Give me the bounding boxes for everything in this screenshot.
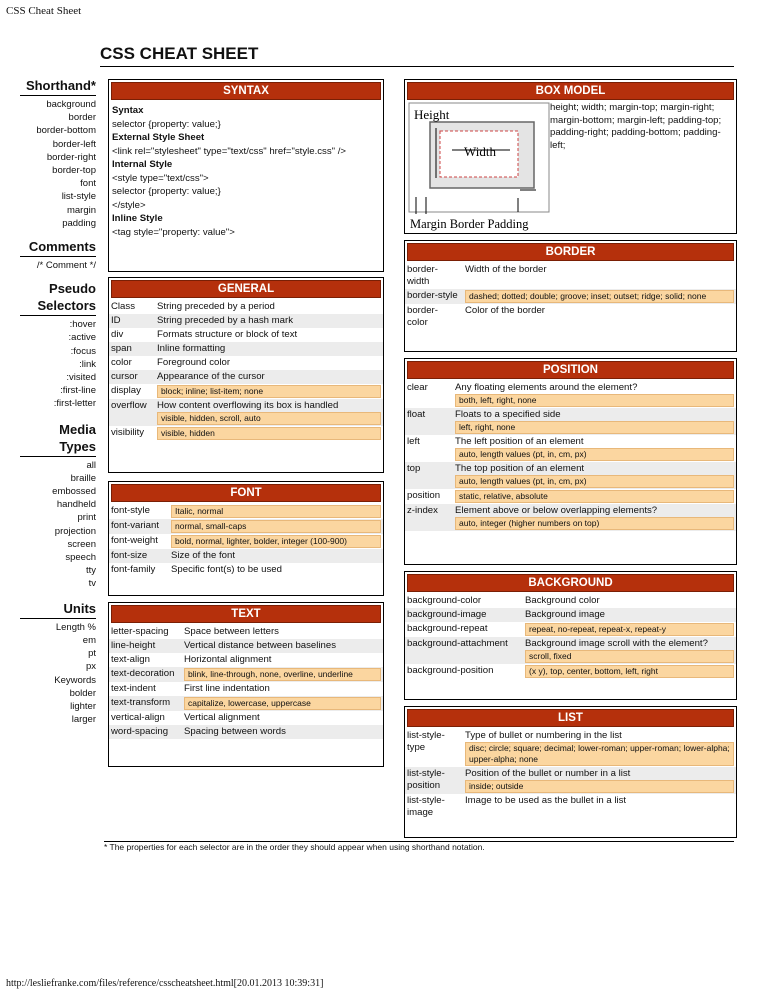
table-row [405,622,736,637]
row-key: list-style- position [407,768,445,791]
sidebar-item: :first-letter [53,398,96,410]
table-row [109,625,383,639]
sidebar-item: pt [88,648,96,660]
values-pill: both, left, right, none [455,394,734,407]
title-rule [100,66,734,67]
table-row [109,504,383,519]
sidebar-item: :focus [70,345,96,357]
row-key: top [407,463,421,474]
table-row [109,384,383,399]
row-key: font-variant [111,520,159,531]
row-key: text-decoration [111,668,175,679]
sidebar-item: background [46,99,96,110]
syntax-heading: Inline Style [112,213,163,224]
box-model-diagram [408,102,550,232]
table-row [109,399,383,426]
row-key: background-color [407,595,482,606]
text-header: TEXT [111,605,381,623]
footnote: * The properties for each selector are in the order they should appear when using shorthand notation. [104,842,485,852]
row-description: Width of the border [465,264,547,275]
table-row [109,519,383,534]
row-description: Spacing between words [184,726,286,737]
values-pill: dashed; dotted; double; groove; inset; outset; ridge; solid; none [465,290,734,303]
syntax-line: selector {property: value;} [112,186,221,197]
values-pill: bold, normal, lighter, bolder, integer (100-900) [171,535,381,548]
pseudo-selectors-list [20,318,96,410]
position-header: POSITION [407,361,734,379]
values-pill: visible, hidden, scroll, auto [157,412,381,425]
row-description: Floats to a specified side [455,409,561,420]
row-key: ID [111,315,121,326]
row-value [184,697,381,710]
row-key: vertical-align [111,712,165,723]
general-rows [109,300,383,441]
table-row [405,263,736,289]
general-header: GENERAL [111,280,381,298]
font-rows [109,504,383,577]
row-value [157,385,381,398]
text-box [108,602,384,767]
row-value [465,795,734,807]
values-pill: block; inline; list-item; none [157,385,381,398]
sidebar-item: border-top [52,165,96,177]
sidebar-item: bolder [69,687,96,699]
syntax-heading: External Style Sheet [112,132,205,143]
row-value [525,623,734,636]
table-row [109,328,383,342]
values-pill: scroll, fixed [525,650,734,663]
row-key: float [407,409,426,420]
shorthand-heading: Shorthand* [20,78,96,96]
sidebar-item: Keywords [54,674,96,686]
row-description: Background image [525,609,605,620]
general-box [108,277,384,473]
comments-list [20,259,96,272]
syntax-heading: Internal Style [112,159,173,170]
row-value [184,654,381,666]
row-key: z-index [407,505,438,516]
media-types-heading: Media Types [20,421,96,457]
comments-heading: Comments [20,239,96,257]
sidebar-item: :hover [69,319,96,331]
syntax-body [109,102,383,241]
row-description: Horizontal alignment [184,654,272,665]
syntax-line: selector {property: value;} [112,118,221,130]
row-key: list-style- type [407,730,445,753]
row-description: Inline formatting [157,343,226,354]
table-row [405,381,736,408]
row-description: The left position of an element [455,436,584,447]
table-row [109,639,383,653]
sidebar-item: larger [71,714,96,726]
row-value [525,595,734,607]
row-value [465,768,734,793]
syntax-header: SYNTAX [111,82,381,100]
row-value [184,726,381,738]
units-list [20,621,96,727]
table-row [405,729,736,767]
border-rows [405,263,736,330]
row-key: text-transform [111,697,171,708]
row-key: font-size [111,550,148,561]
sidebar-item: font [80,178,96,190]
table-row [109,549,383,563]
sidebar-item: handheld [56,499,96,511]
background-header: BACKGROUND [407,574,734,592]
row-description: The top position of an element [455,463,585,474]
values-pill: normal, small-caps [171,520,381,533]
row-value [171,564,381,576]
sidebar-item: :visited [66,372,96,384]
sidebar-item: lighter [70,700,96,712]
table-row [109,563,383,577]
table-row [109,426,383,441]
sidebar-item: list-style [61,191,96,203]
values-pill: repeat, no-repeat, repeat-x, repeat-y [525,623,734,636]
sidebar-item: border-right [46,151,96,163]
sidebar-item: all [86,459,96,471]
table-row [109,314,383,328]
values-pill: inside; outside [465,780,734,793]
sidebar-item: projection [54,525,96,537]
syntax-line: <link rel="stylesheet" type="text/css" href="style.css" /> [112,145,346,157]
row-value [184,626,381,638]
values-pill: Italic, normal [171,505,381,518]
position-rows [405,381,736,531]
row-key: cursor [111,371,138,382]
box-model-header: BOX MODEL [407,82,734,100]
row-key: div [111,329,124,340]
row-value [157,400,381,425]
table-row [405,304,736,330]
table-row [109,370,383,384]
row-key: text-indent [111,683,156,694]
row-value [455,409,734,434]
row-value [157,343,381,355]
table-row [109,342,383,356]
row-value [465,730,734,766]
row-key: text-align [111,654,150,665]
table-row [109,356,383,370]
values-pill: blink, line-through, none, overline, underline [184,668,381,681]
browser-title: CSS Cheat Sheet [6,5,82,17]
row-description: Formats structure or block of text [157,329,298,340]
table-row [109,696,383,711]
sidebar-item: /* Comment */ [36,260,96,272]
margin-border-padding-label: Margin Border Padding [410,217,529,231]
sidebar-item: border-bottom [36,125,96,137]
sidebar-item: tv [88,578,96,590]
row-key: visibility [111,427,145,438]
row-description: Position of the bullet or number in a list [465,768,631,779]
width-label: Width [464,144,496,159]
page-title: CSS CHEAT SHEET [100,44,259,63]
row-description: Foreground color [157,357,231,368]
list-rows [405,729,736,820]
sidebar-item: :active [68,332,96,344]
position-box [404,358,737,565]
table-row [405,637,736,664]
row-key: Class [111,301,135,312]
row-key: span [111,343,132,354]
row-value [455,505,734,530]
table-row [405,435,736,462]
syntax-heading: Syntax [112,105,144,116]
row-value [525,638,734,663]
box-model-box [404,79,737,234]
table-row [405,767,736,794]
syntax-line: <tag style="property: value"> [112,226,235,238]
footer-url: http://lesliefranke.com/files/reference/csscheatsheet.html[20.01.2013 10:39:31] [6,978,324,989]
row-key: list-style- image [407,795,445,818]
media-types-list [20,459,96,591]
row-key: overflow [111,400,147,411]
syntax-box [108,79,384,272]
values-pill: auto, length values (pt, in, cm, px) [455,475,734,488]
row-key: display [111,385,141,396]
border-header: BORDER [407,243,734,261]
row-key: font-style [111,505,150,516]
row-key: background-image [407,609,487,620]
box-model-description: height; width; margin-top; margin-right; margin-bottom; margin-left; padding-top; padding-right; padding-bottom; padding-left; [550,102,722,151]
row-key: word-spacing [111,726,169,737]
values-pill: disc; circle; square; decimal; lower-roman; upper-roman; lower-alpha; upper-alpha; none [465,742,734,766]
table-row [109,653,383,667]
row-description: Background color [525,595,600,606]
row-key: border- color [407,305,438,328]
table-row [405,489,736,504]
table-row [109,725,383,739]
values-pill: visible, hidden [157,427,381,440]
values-pill: auto, length values (pt, in, cm, px) [455,448,734,461]
row-description: Vertical alignment [184,712,260,723]
table-row [109,682,383,696]
values-pill: auto, integer (higher numbers on top) [455,517,734,530]
row-description: String preceded by a period [157,301,275,312]
syntax-line: <style type="text/css"> [112,172,209,184]
row-key: letter-spacing [111,626,169,637]
text-rows [109,625,383,739]
sidebar-item: tty [85,565,96,577]
values-pill: static, relative, absolute [455,490,734,503]
row-key: background-repeat [407,623,488,634]
row-value [157,301,381,313]
row-key: border-style [407,290,458,301]
row-value [157,357,381,369]
row-description: Space between letters [184,626,279,637]
table-row [405,504,736,531]
row-value [465,290,734,303]
row-value [157,371,381,383]
row-value [157,315,381,327]
sidebar-item: :link [79,358,96,370]
sidebar-item: print [77,512,96,524]
row-value [455,382,734,407]
row-value [465,305,734,317]
row-key: line-height [111,640,156,651]
row-key: font-weight [111,535,158,546]
row-key: color [111,357,132,368]
row-description: Vertical distance between baselines [184,640,336,651]
table-row [405,664,736,679]
row-value [455,463,734,488]
sidebar-item: border-left [52,138,96,150]
font-header: FONT [111,484,381,502]
row-description: Any floating elements around the element? [455,382,638,393]
table-row [405,289,736,304]
sidebar-item: padding [62,217,96,229]
sidebar-item: speech [65,552,96,564]
row-description: How content overflowing its box is handled [157,400,339,411]
row-value [171,520,381,533]
sidebar-item: embossed [52,486,96,498]
font-box [108,481,384,596]
row-description: Size of the font [171,550,235,561]
table-row [405,462,736,489]
row-value [525,609,734,621]
table-row [405,594,736,608]
sidebar-item: braille [70,472,96,484]
row-key: left [407,436,420,447]
row-value [465,264,734,276]
list-box [404,706,737,838]
sidebar-item: screen [67,538,96,550]
table-row [109,534,383,549]
row-value [157,427,381,440]
shorthand-list [20,98,96,230]
row-description: Element above or below overlapping elements? [455,505,658,516]
row-key: clear [407,382,428,393]
row-key: font-family [111,564,156,575]
row-key: background-position [407,665,494,676]
row-description: Appearance of the cursor [157,371,265,382]
row-value [171,550,381,562]
background-box [404,571,737,700]
row-description: Image to be used as the bullet in a list [465,795,627,806]
sidebar-item: border [68,112,96,124]
row-key: position [407,490,441,501]
row-value [171,505,381,518]
row-description: Type of bullet or numbering in the list [465,730,622,741]
row-description: First line indentation [184,683,270,694]
row-value [171,535,381,548]
units-heading: Units [20,601,96,619]
table-row [109,300,383,314]
row-value [184,712,381,724]
table-row [405,794,736,820]
table-row [405,408,736,435]
row-key: background-attachment [407,638,508,649]
row-value [525,665,734,678]
pseudo-selectors-heading: Pseudo Selectors [20,280,96,316]
table-row [109,667,383,682]
height-label: Height [414,107,450,122]
syntax-line: </style> [112,199,146,211]
row-value [184,668,381,681]
row-description: String preceded by a hash mark [157,315,293,326]
list-header: LIST [407,709,734,727]
row-description: Specific font(s) to be used [171,564,282,575]
values-pill: capitalize, lowercase, uppercase [184,697,381,710]
row-value [455,490,734,503]
border-box [404,240,737,352]
background-rows [405,594,736,679]
row-description: Background image scroll with the element? [525,638,708,649]
values-pill: left, right, none [455,421,734,434]
values-pill: (x y), top, center, bottom, left, right [525,665,734,678]
sidebar-item: :first-line [60,385,96,397]
row-value [184,640,381,652]
row-description: Color of the border [465,305,545,316]
row-value [157,329,381,341]
row-key: border- width [407,264,438,287]
sidebar [20,78,96,726]
row-value [184,683,381,695]
sidebar-item: Length % [55,621,96,633]
sidebar-item: px [85,661,96,673]
sidebar-item: margin [66,204,96,216]
table-row [405,608,736,622]
sidebar-item: em [82,634,96,646]
row-value [455,436,734,461]
table-row [109,711,383,725]
